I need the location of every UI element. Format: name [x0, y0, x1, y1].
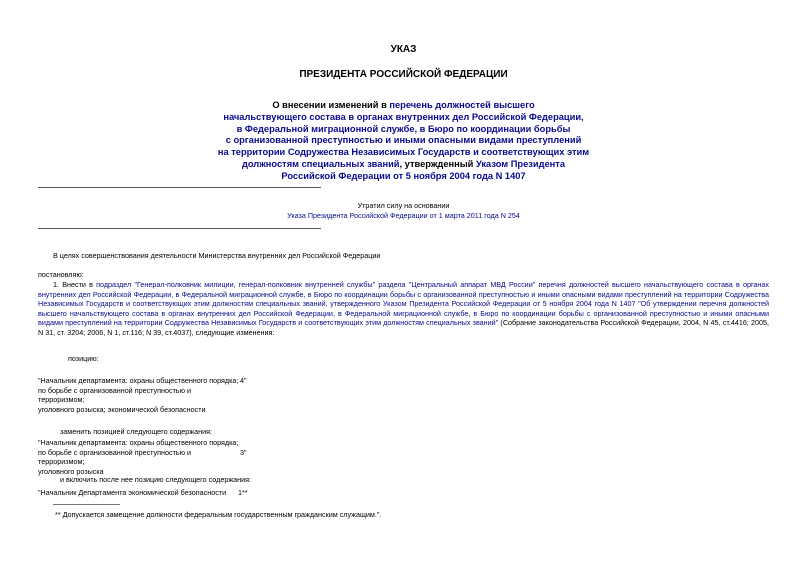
new-position [38, 438, 248, 476]
heading-link[interactable]: перечень должностей высшего [389, 100, 535, 110]
position-label: позицию: [68, 354, 99, 363]
amended-list-link[interactable]: подраздел "Генерал-полковник милиции, генерал-полковник внутренней службы" раздела "Центральный аппарат МВД России" перечня должностей высшего начальствующего состава в органах внутренних дел Российской Федерации, в Федеральной миграционной службе, в Бюро по координации борьбы с организованной преступностью и иными опасными видами преступлений на территории Содружества Независимых Государств и соответствующих этим должностям специальных званий, утвержденного Указом Президента Российской Федерации от 5 ноября 2004 года N 1407 "Об утверждении перечня должностей высшего начальствующего состава в органах внутренних дел Российской Федерации, в Федеральной миграционной службе, в Бюро по координации борьбы с организованной преступностью и иными опасными видами преступлений на территории Содружества Независимых Государств и соответствующих этим должностям специальных званий" [38, 280, 769, 328]
heading-text: , утвержденный [399, 158, 476, 169]
paragraph-1 [38, 280, 769, 338]
divider-top [38, 187, 321, 188]
doc-heading [180, 100, 627, 183]
heading-link[interactable]: Российской Федерации от 5 ноября 2004 года N 1407 [281, 170, 526, 181]
footnote-divider [53, 504, 120, 505]
paragraph-text: 1. Внести в [53, 280, 97, 289]
basis-decree-link[interactable]: Указа Президента Российской Федерации от 1 марта 2011 года N 254 [287, 211, 520, 220]
position-line: "Начальник департамента: охраны общественного порядка; [38, 438, 239, 447]
heading-line [180, 112, 627, 124]
position-line: по борьбе с организованной преступностью и [38, 385, 192, 395]
heading-link[interactable]: на территории Содружества Независимых Государств и соответствующих этим [217, 147, 590, 158]
position-line: "Начальник департамента: охраны общественного порядка; [38, 376, 239, 385]
heading-link[interactable]: должностям специальных званий [241, 158, 400, 169]
new-position-number: 3" [240, 448, 247, 457]
heading-link[interactable]: с организованной преступностью и иными опасными видами преступлений [225, 135, 582, 146]
heading-line [180, 135, 627, 147]
doc-issuer: ПРЕЗИДЕНТА РОССИЙСКОЙ ФЕДЕРАЦИИ [299, 69, 508, 80]
old-position [38, 376, 248, 414]
lost-force-note: Утратил силу на основании [357, 201, 450, 210]
basis-line [200, 211, 607, 220]
preamble: В целях совершенствования деятельности Министерства внутренних дел Российской Федерации [53, 251, 381, 260]
heading-link[interactable]: Указом Президента [475, 158, 566, 169]
footnote: ** Допускается замещение должности федеральным государственным гражданским служащим.". [55, 510, 382, 519]
old-position-number: 4" [240, 376, 247, 385]
decree-word: постановляю: [38, 270, 84, 279]
heading-line [180, 124, 627, 136]
position-line: терроризмом; [38, 457, 85, 467]
position-line: уголовного розыска; экономической безопасности [38, 404, 206, 414]
position-line: уголовного розыска [38, 466, 104, 476]
heading-text: О внесении изменений в [272, 100, 390, 110]
heading-line [180, 100, 627, 112]
position-line: по борьбе с организованной преступностью и [38, 447, 192, 457]
heading-line [180, 171, 627, 183]
position-line: терроризмом; [38, 395, 85, 405]
heading-line [180, 147, 627, 159]
include-label: и включить после нее позицию следующего содержания: [60, 475, 252, 484]
divider-bottom [38, 228, 321, 229]
replace-label: заменить позицией следующего содержания: [60, 427, 212, 436]
heading-line [180, 159, 627, 171]
heading-link[interactable]: начальствующего состава в органах внутренних дел Российской Федерации, [223, 111, 584, 122]
doc-title: УКАЗ [390, 44, 417, 55]
heading-link[interactable]: в Федеральной миграционной службе, в Бюро по координации борьбы [236, 123, 571, 134]
added-position-number: 1** [238, 488, 248, 497]
added-position: "Начальник Департамента экономической безопасности [38, 488, 227, 497]
paragraph-text: (Собрание законодательства Российской Федерации, 2004, N 45, ст.4416; 2005, N 31, ст. 3204; 2006, N 1, ст.116; N 39, ст.4037), следующие изменения: [38, 318, 769, 337]
